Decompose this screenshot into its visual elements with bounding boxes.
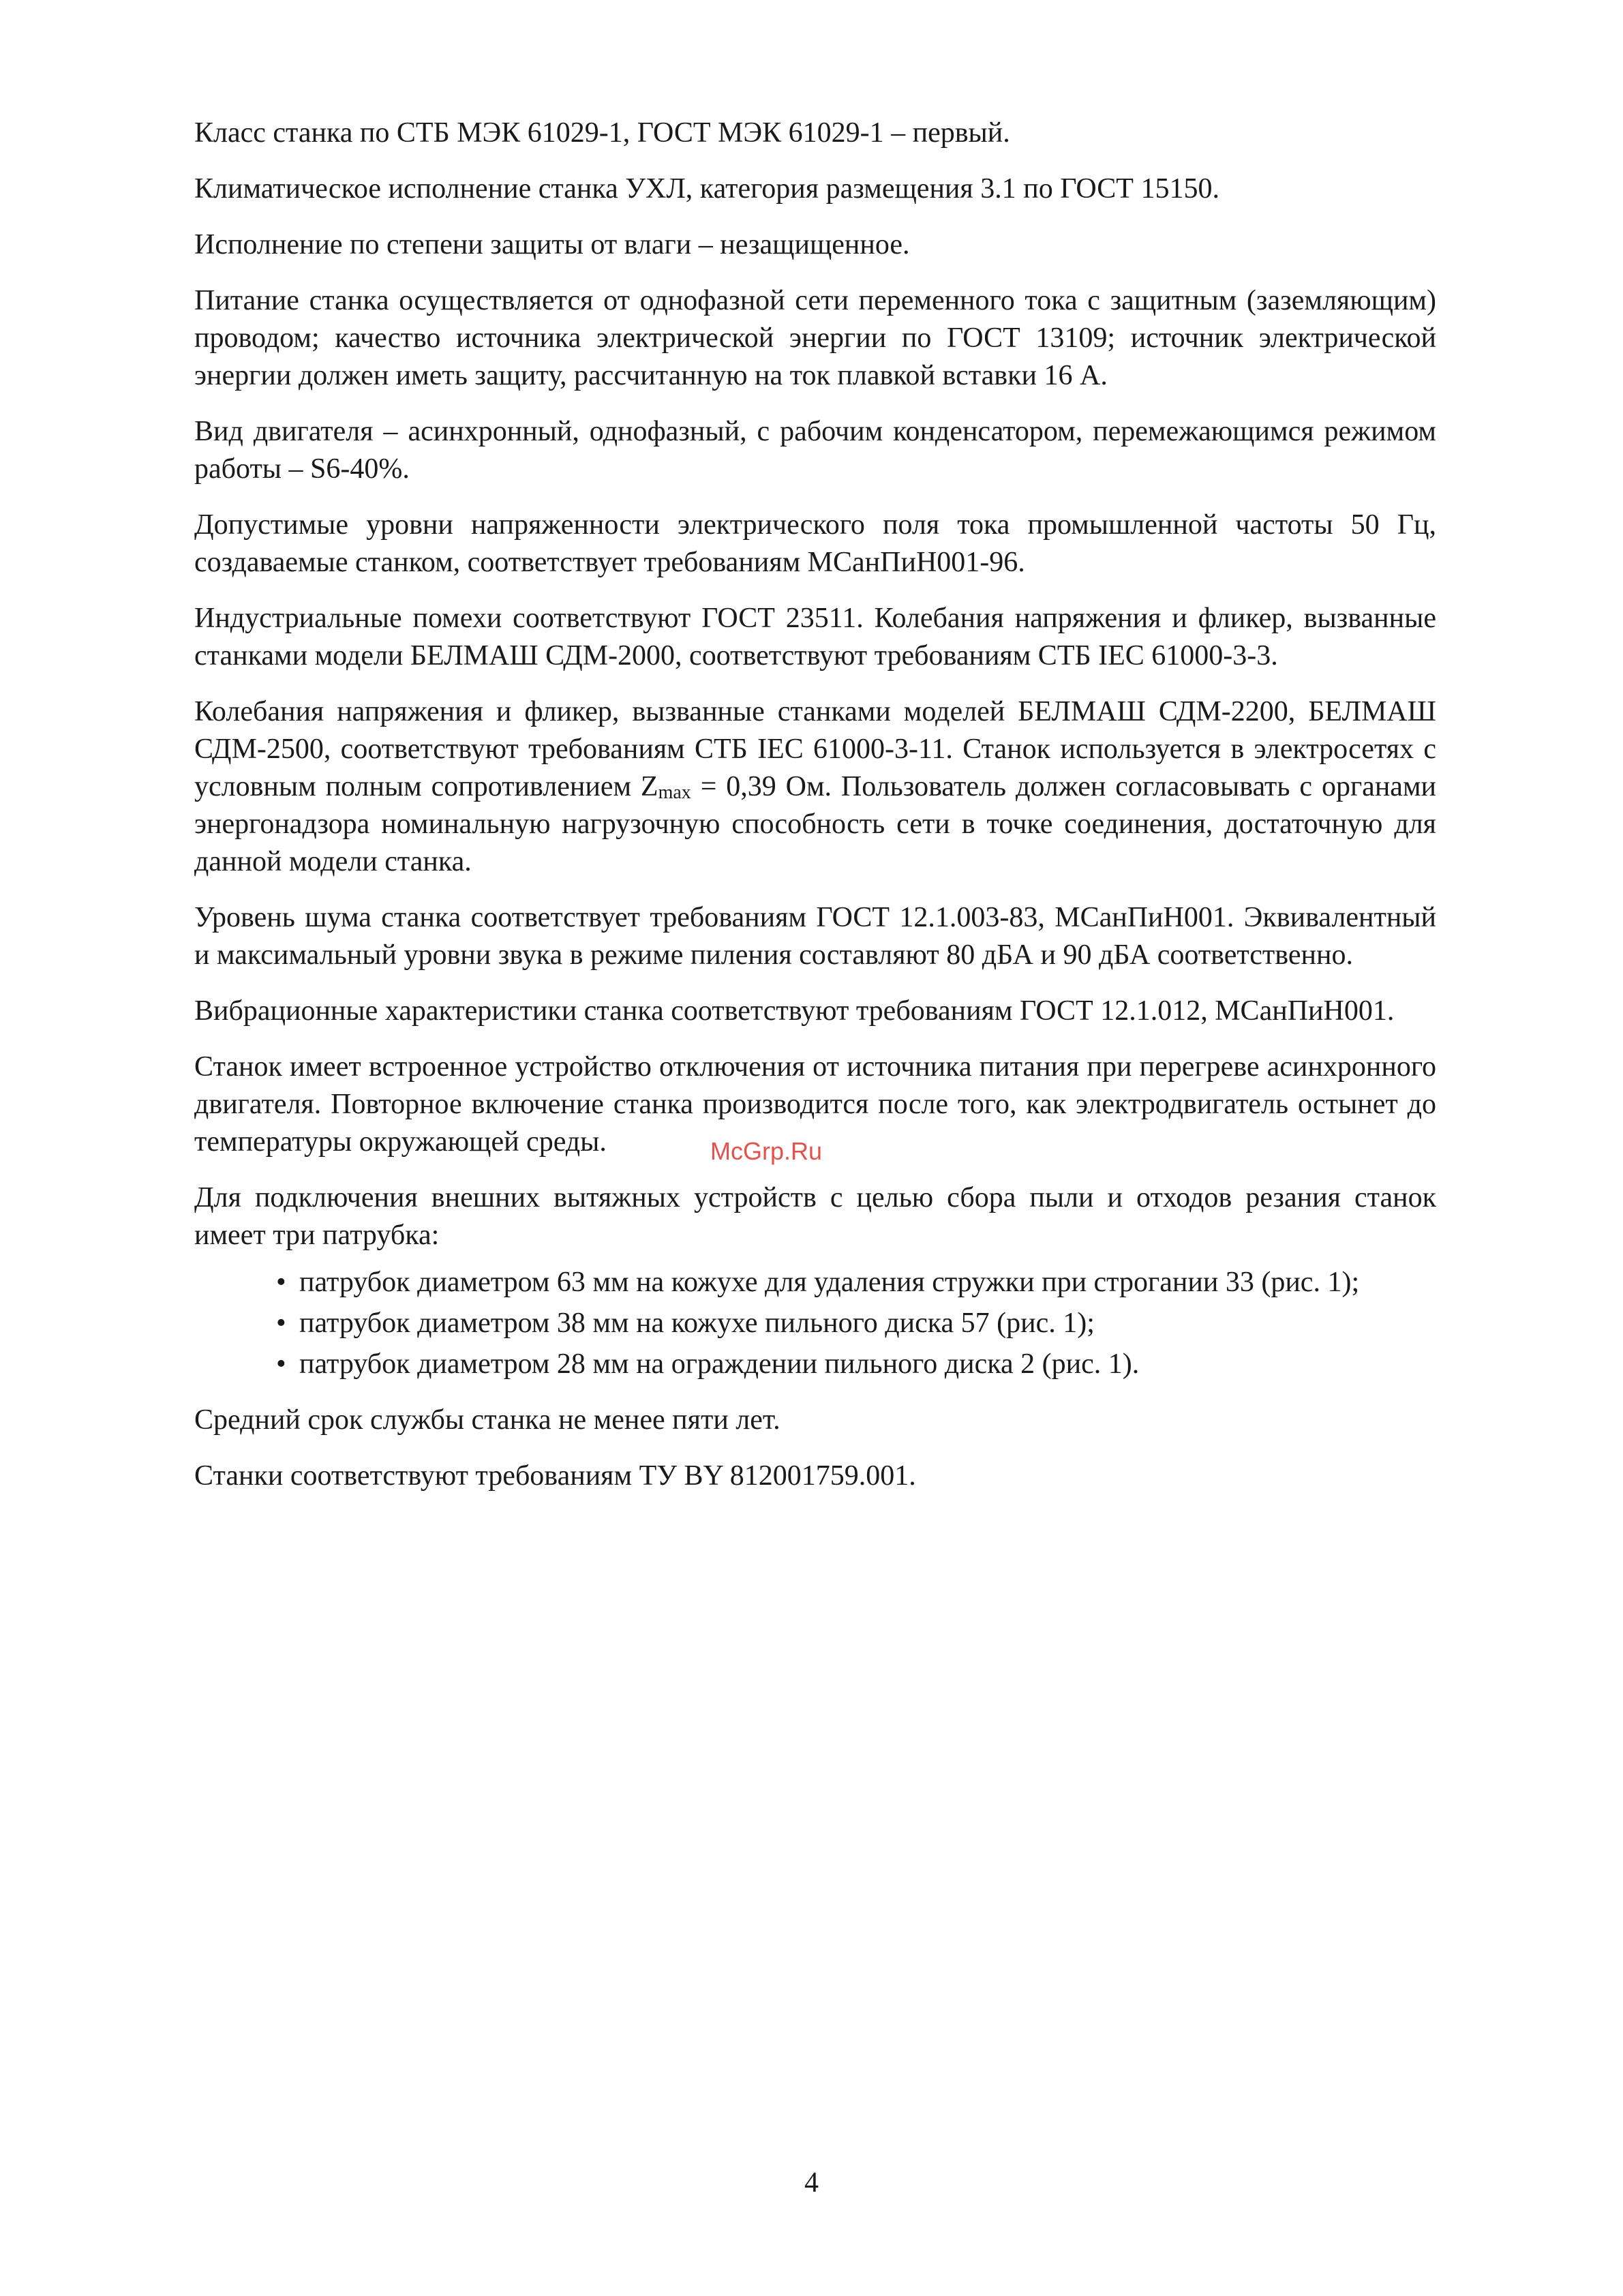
paragraph-electric-field: Допустимые уровни напряженности электрического поля тока промышленной частоты 50 Гц, создаваемые станком, соответствует требованиям МСанПиН001-96.	[194, 509, 1436, 578]
paragraph-dust-outlets-intro: Для подключения внешних вытяжных устройств с целью сбора пыли и отходов резания станок имеет три патрубка:	[194, 1182, 1436, 1251]
paragraph-power-supply: Питание станка осуществляется от однофазной сети переменного тока с защитным (заземляющим) проводом; качество источника электрической энергии по ГОСТ 13109; источник электрической энергии должен иметь защиту, рассчитанную на ток плавкой вставки 16 А.	[194, 285, 1436, 391]
list-item	[276, 1346, 1436, 1383]
paragraph-technical-conditions: Станки соответствуют требованиям ТУ BY 812001759.001.	[194, 1460, 916, 1492]
list-item	[276, 1264, 1436, 1301]
list-item	[276, 1305, 1436, 1342]
dust-outlets-list	[194, 1264, 1436, 1383]
list-item-text: патрубок диаметром 38 мм на кожухе пильного диска 57 (рис. 1);	[299, 1308, 1095, 1339]
paragraph-industrial-interference: Индустриальные помехи соответствуют ГОСТ 23511. Колебания напряжения и фликер, вызванные станками модели БЕЛМАШ СДМ-2000, соответствуют требованиям СТБ IEC 61000-3-3.	[194, 603, 1436, 671]
paragraph-vibration: Вибрационные характеристики станка соответствуют требованиям ГОСТ 12.1.012, МСанПиН001.	[194, 995, 1395, 1027]
paragraph-machine-class: Класс станка по СТБ МЭК 61029-1, ГОСТ МЭК 61029-1 – первый.	[194, 117, 1010, 149]
bullet-icon: •	[276, 1308, 286, 1339]
paragraph-service-life: Средний срок службы станка не менее пяти лет.	[194, 1404, 780, 1436]
page-number: 4	[804, 2167, 819, 2199]
paragraph-noise-level: Уровень шума станка соответствует требованиям ГОСТ 12.1.003-83, МСанПиН001. Эквивалентный и максимальный уровни звука в режиме пиления составляют 80 дБА и 90 дБА соответственно.	[194, 902, 1436, 971]
list-item-text: патрубок диаметром 28 мм на ограждении пильного диска 2 (рис. 1).	[299, 1348, 1140, 1380]
zmax-text-before: Колебания напряжения и фликер, вызванные станками моделей БЕЛМАШ СДМ-2200, БЕЛМАШ СДМ-2500, соответствуют требованиям СТБ IEC 61000-3-11. Станок используется в электросетях с условным полным сопротивлением Z	[194, 696, 1436, 802]
paragraph-moisture-protection: Исполнение по степени защиты от влаги – незащищенное.	[194, 229, 910, 260]
paragraph-climatic-version: Климатическое исполнение станка УХЛ, категория размещения 3.1 по ГОСТ 15150.	[194, 173, 1219, 205]
watermark: McGrp.Ru	[710, 1137, 823, 1165]
paragraph-voltage-fluctuations	[194, 693, 1436, 881]
paragraph-motor-type: Вид двигателя – асинхронный, однофазный, с рабочим конденсатором, перемежающимся режимом работы – S6-40%.	[194, 416, 1436, 485]
paragraph-overheat-protection: Станок имеет встроенное устройство отключения от источника питания при перегреве асинхронного двигателя. Повторное включение станка производится после того, как электродвигатель остынет до температуры окружающей среды.	[194, 1051, 1436, 1158]
document-body	[194, 115, 1436, 1513]
zmax-text-after: = 0,39 Ом. Пользователь должен согласовывать с органами энергонадзора номинальную нагрузочную способность сети в точке соединения, достаточную для данной модели станка.	[194, 771, 1436, 877]
zmax-subscript: max	[658, 782, 691, 803]
bullet-icon: •	[276, 1267, 286, 1298]
bullet-icon: •	[276, 1348, 286, 1380]
list-item-text: патрубок диаметром 63 мм на кожухе для удаления стружки при строгании 33 (рис. 1);	[299, 1267, 1360, 1298]
